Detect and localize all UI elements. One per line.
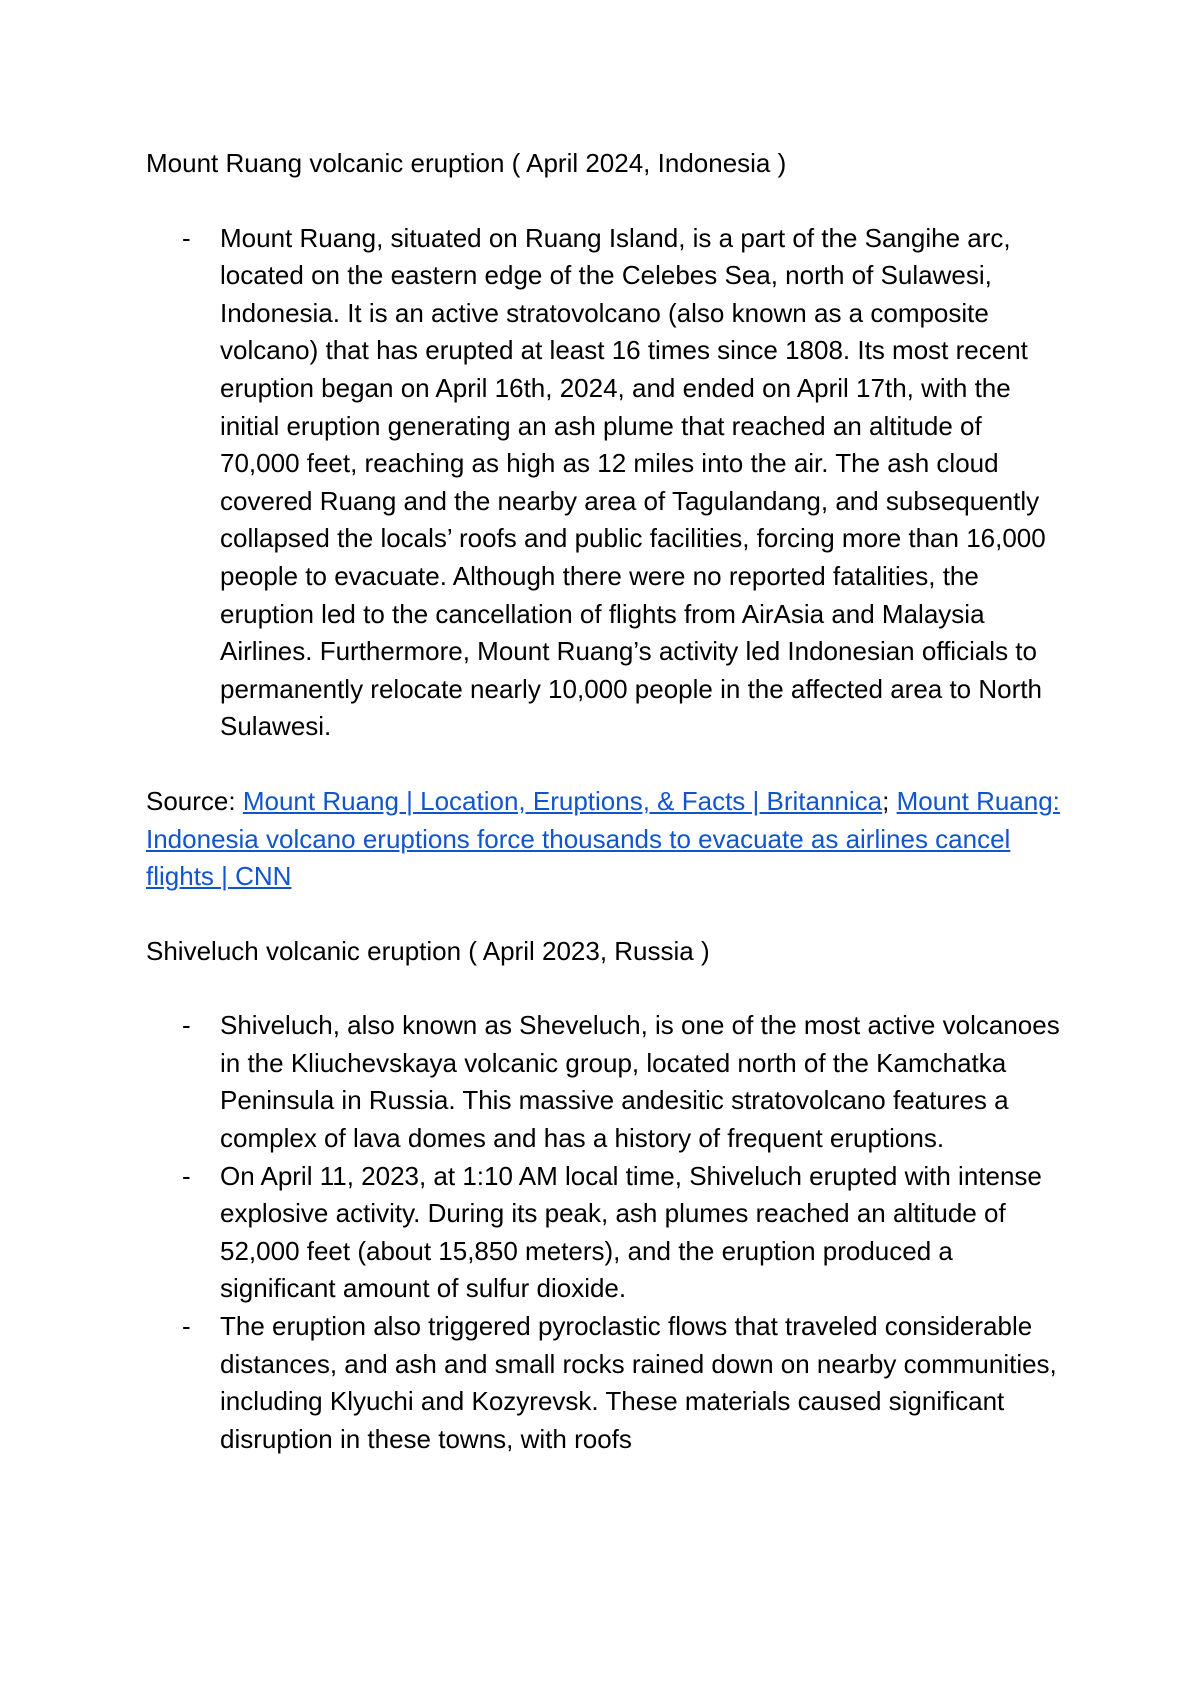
bullet-list-shiveluch [146, 1007, 1066, 1458]
list-item [146, 1007, 1066, 1157]
britannica-link[interactable]: Mount Ruang | Location, Eruptions, & Facts | Britannica [242, 785, 883, 816]
section-heading-shiveluch: Shiveluch volcanic eruption ( April 2023, Russia ) [146, 935, 710, 966]
document-page [146, 145, 1066, 1458]
source-label: Source: [146, 785, 243, 816]
bullet-dash: - [182, 1160, 191, 1191]
spacer [146, 970, 1066, 1007]
spacer [146, 896, 1066, 933]
spacer [146, 183, 1066, 220]
bullet-list-ruang [146, 220, 1066, 746]
cnn-link[interactable]: Mount Ruang: Indonesia volcano eruptions force thousands to evacuate as airlines cancel flights | CNN [146, 785, 1060, 892]
bullet-dash: - [182, 222, 191, 253]
bullet-text: On April 11, 2023, at 1:10 AM local time, Shiveluch erupted with intense explosive activity. During its peak, ash plumes reached an altitude of 52,000 feet (about 15,850 meters), and the eruption produced a significant amount of sulfur dioxide. [220, 1160, 1042, 1304]
section-heading-ruang: Mount Ruang volcanic eruption ( April 2024, Indonesia ) [146, 148, 787, 178]
bullet-dash: - [182, 1010, 191, 1041]
bullet-text: Mount Ruang, situated on Ruang Island, is a part of the Sangihe arc, located on the eastern edge of the Celebes Sea, north of Sulawesi, Indonesia. It is an active stratovolcano (also known as a composite volcano) that has erupted at least 16 times since 1808. Its most recent eruption began on April 16th, 2024, and ended on April 17th, with the initial eruption generating an ash plume that reached an altitude of 70,000 feet, reaching as high as 12 miles into the air. The ash cloud covered Ruang and the nearby area of Tagulandang, and subsequently collapsed the locals’ roofs and public facilities, forcing more than 16,000 people to evacuate. Although there were no reported fatalities, the eruption led to the cancellation of flights from AirAsia and Malaysia Airlines. Furthermore, Mount Ruang’s activity led Indonesian officials to permanently relocate nearly 10,000 people in the affected area to North Sulawesi. [220, 222, 1046, 742]
bullet-dash: - [182, 1311, 191, 1342]
list-item [146, 1308, 1066, 1458]
list-item [146, 220, 1066, 746]
source-line [146, 783, 1066, 896]
bullet-text: The eruption also triggered pyroclastic flows that traveled considerable distances, and ash and small rocks rained down on nearby communities, including Klyuchi and Kozyrevsk. These materials caused significant disruption in these towns, with roofs [220, 1311, 1057, 1454]
source-separator: ; [882, 785, 897, 816]
spacer [146, 746, 1066, 783]
bullet-text: Shiveluch, also known as Sheveluch, is one of the most active volcanoes in the Kliuchevskaya volcanic group, located north of the Kamchatka Peninsula in Russia. This massive andesitic stratovolcano features a complex of lava domes and has a history of frequent eruptions. [220, 1010, 1060, 1154]
list-item [146, 1158, 1066, 1308]
